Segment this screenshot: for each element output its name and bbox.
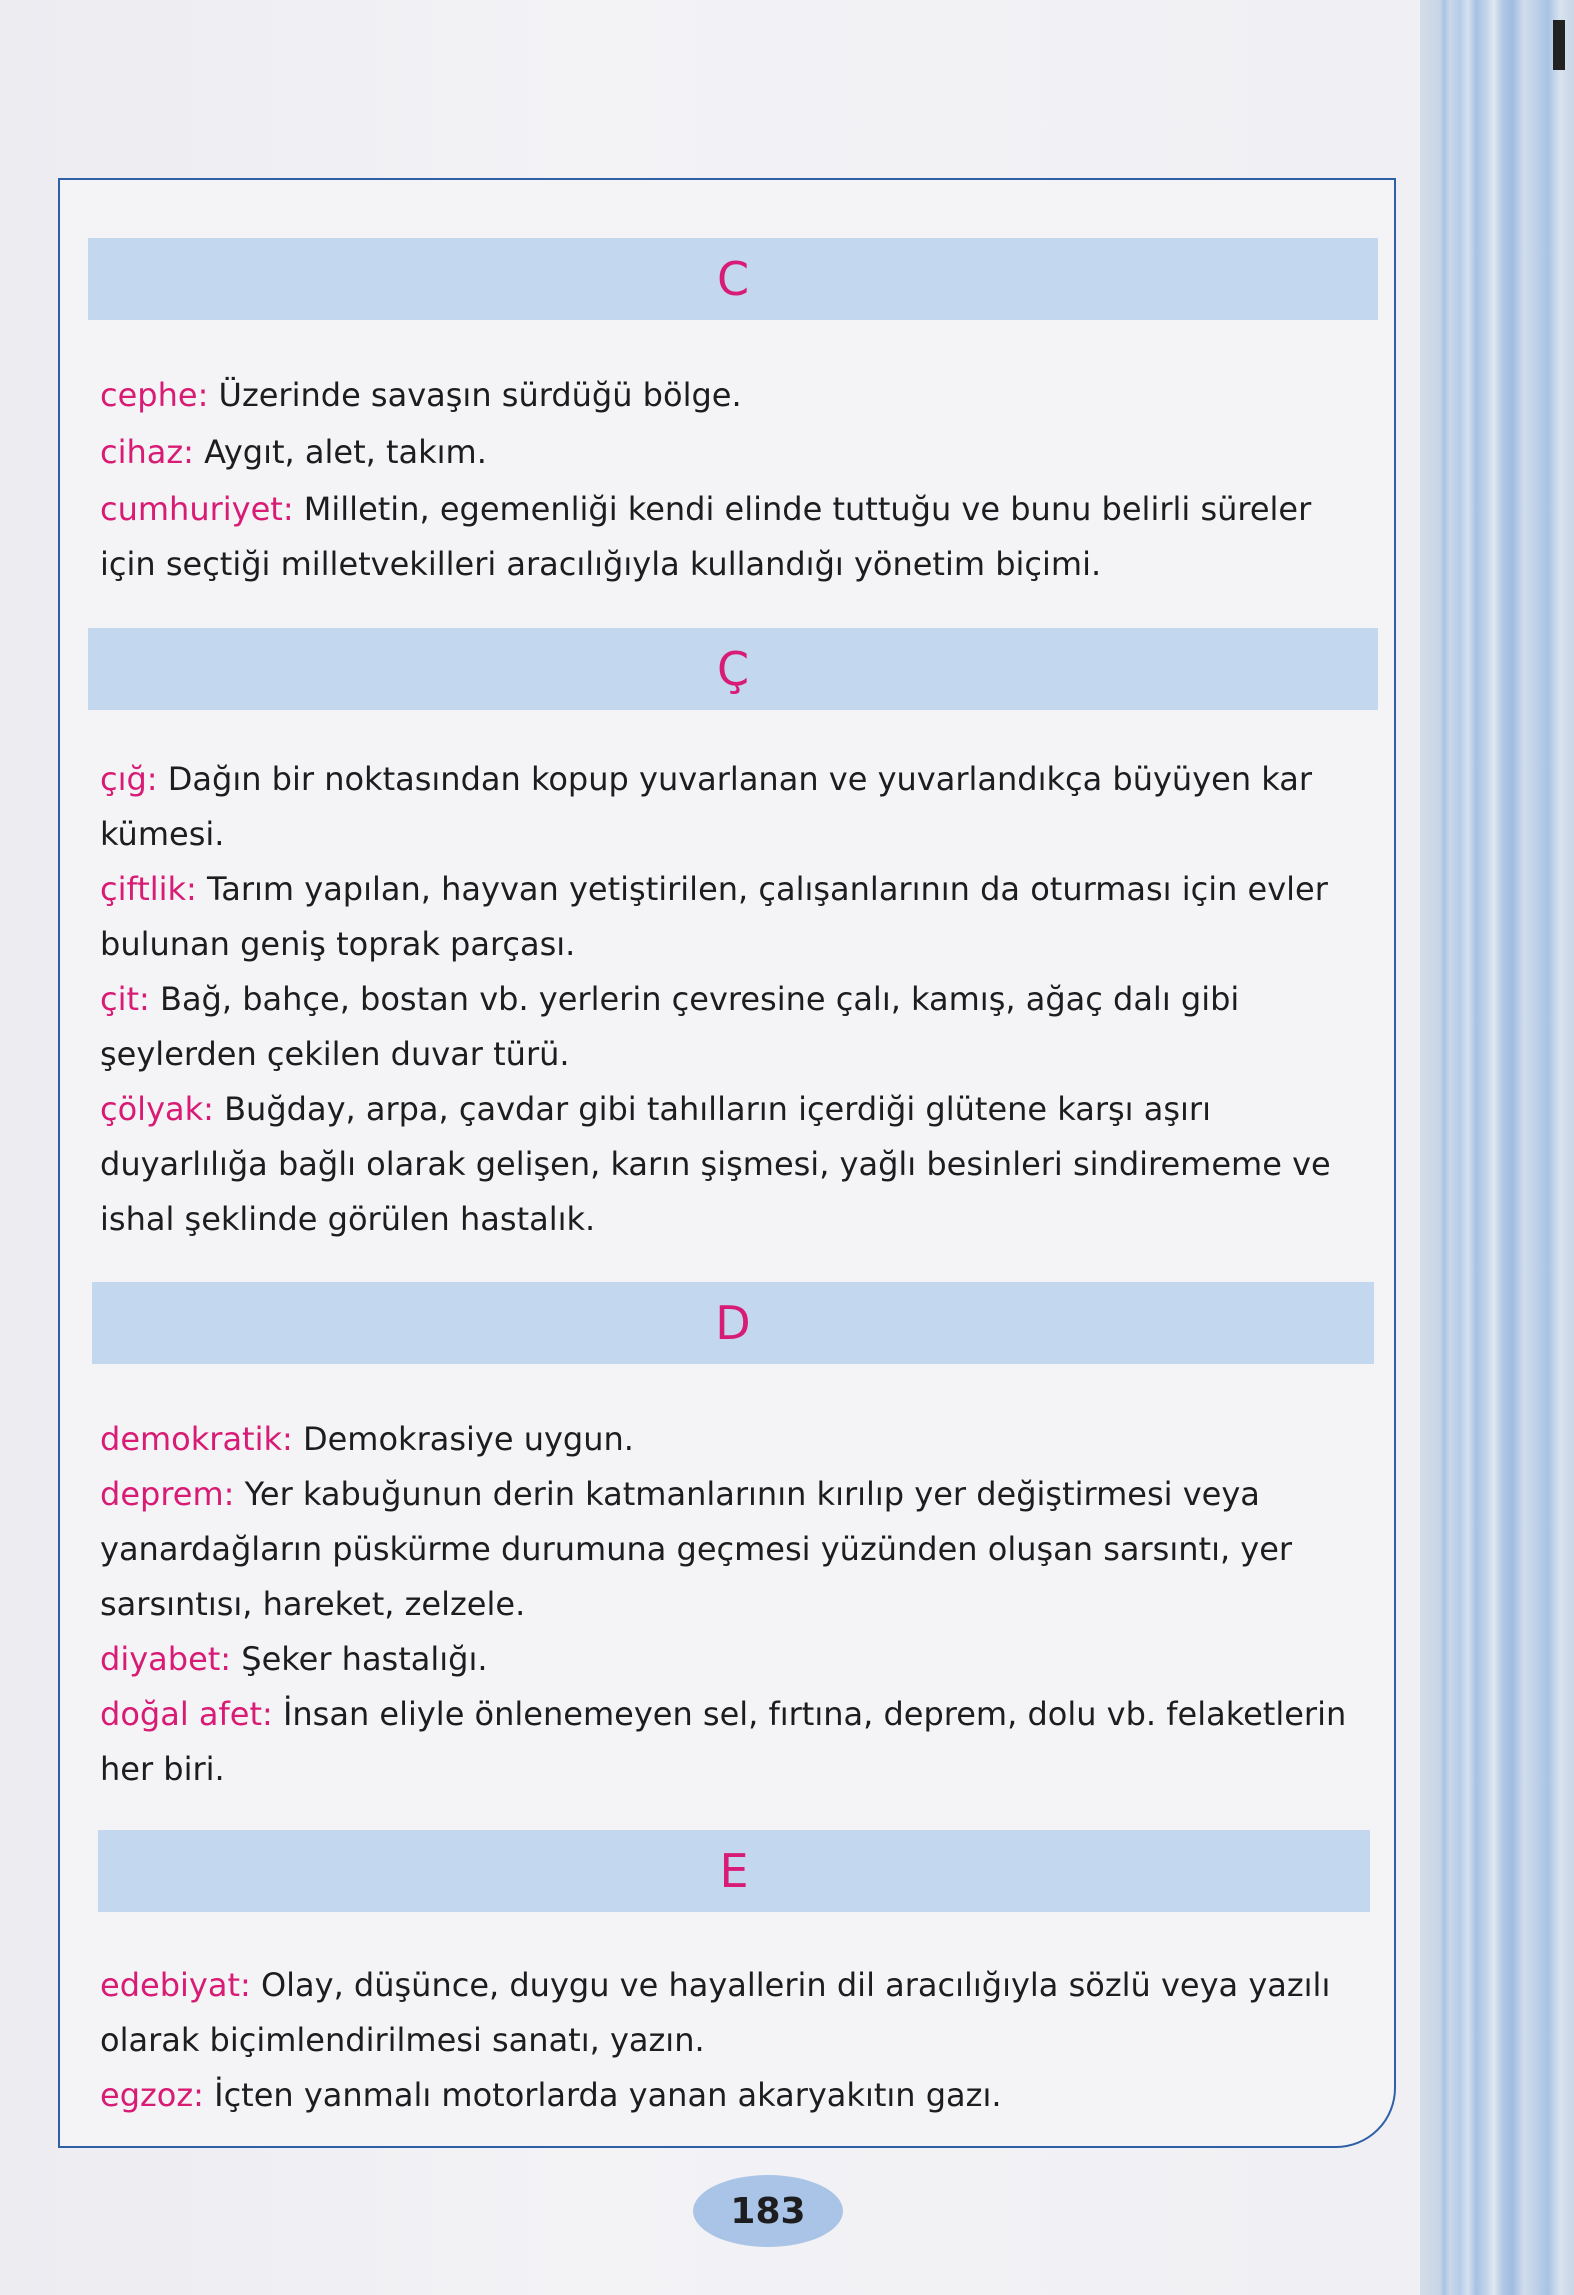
section-header-e <box>98 1830 1370 1912</box>
glossary-entry <box>100 425 1360 480</box>
section-header-d <box>92 1282 1374 1364</box>
entry-term: cumhuriyet: <box>100 490 294 528</box>
section-header-cc <box>88 628 1378 710</box>
page-edge-stripes <box>1420 0 1574 2295</box>
glossary-entry <box>100 368 1360 423</box>
section-letter: E <box>719 1844 749 1898</box>
entry-term: egzoz: <box>100 2076 204 2114</box>
entry-term: doğal afet: <box>100 1695 273 1733</box>
entry-definition: Üzerinde savaşın sürdüğü bölge. <box>208 376 742 414</box>
entry-definition: İçten yanmalı motorlarda yanan akaryakıtın gazı. <box>203 2076 1002 2114</box>
entry-term: demokratik: <box>100 1420 293 1458</box>
entry-term: çiftlik: <box>100 870 197 908</box>
entry-definition: Dağın bir noktasından kopup yuvarlanan ve yuvarlandıkça büyüyen kar kümesi. <box>100 760 1312 853</box>
glossary-entry <box>100 1632 1360 1687</box>
glossary-entry <box>100 972 1360 1082</box>
glossary-entry <box>100 1687 1360 1797</box>
page-number: 183 <box>693 2175 843 2247</box>
entry-term: çığ: <box>100 760 158 798</box>
glossary-entry <box>100 1958 1360 2068</box>
entry-definition: Bağ, bahçe, bostan vb. yerlerin çevresine çalı, kamış, ağaç dalı gibi şeylerden çekilen duvar türü. <box>100 980 1240 1073</box>
entry-term: edebiyat: <box>100 1966 251 2004</box>
section-header-c <box>88 238 1378 320</box>
entry-term: çit: <box>100 980 150 1018</box>
entry-term: cihaz: <box>100 433 194 471</box>
page-edge-mark <box>1553 20 1565 70</box>
glossary-entry <box>100 1467 1360 1632</box>
entry-definition: Şeker hastalığı. <box>231 1640 488 1678</box>
entry-term: cephe: <box>100 376 209 414</box>
glossary-entry <box>100 2068 1360 2123</box>
entry-definition: Buğday, arpa, çavdar gibi tahılların içerdiği glütene karşı aşırı duyarlılığa bağlı olarak gelişen, karın şişmesi, yağlı besinleri sindirememe ve ishal şeklinde görülen hastalık. <box>100 1090 1331 1238</box>
glossary-entry <box>100 1082 1360 1247</box>
entry-definition: Yer kabuğunun derin katmanlarının kırılıp yer değiştirmesi veya yanardağların püskürme durumuna geçmesi yüzünden oluşan sarsıntı, yer sarsıntısı, hareket, zelzele. <box>100 1475 1293 1623</box>
entry-term: deprem: <box>100 1475 235 1513</box>
entry-term: diyabet: <box>100 1640 232 1678</box>
section-letter: C <box>716 252 750 306</box>
section-letter: D <box>715 1296 751 1350</box>
entry-definition: İnsan eliyle önlenemeyen sel, fırtına, deprem, dolu vb. felaketlerin her biri. <box>100 1695 1347 1788</box>
entry-definition: Demokrasiye uygun. <box>292 1420 634 1458</box>
entry-definition: Tarım yapılan, hayvan yetiştirilen, çalışanlarının da oturması için evler bulunan geniş toprak parçası. <box>100 870 1328 963</box>
entry-term: çölyak: <box>100 1090 214 1128</box>
section-letter: Ç <box>716 642 750 696</box>
glossary-entry <box>100 862 1360 972</box>
glossary-entry <box>100 482 1360 592</box>
glossary-entry <box>100 1412 1360 1467</box>
entry-definition: Milletin, egemenliği kendi elinde tuttuğu ve bunu belirli süreler için seçtiği milletvekilleri aracılığıyla kullandığı yönetim biçimi. <box>100 490 1312 583</box>
entry-definition: Olay, düşünce, duygu ve hayallerin dil aracılığıyla sözlü veya yazılı olarak biçimlendirilmesi sanatı, yazın. <box>100 1966 1331 2059</box>
glossary-entry <box>100 752 1360 862</box>
entry-definition: Aygıt, alet, takım. <box>193 433 487 471</box>
